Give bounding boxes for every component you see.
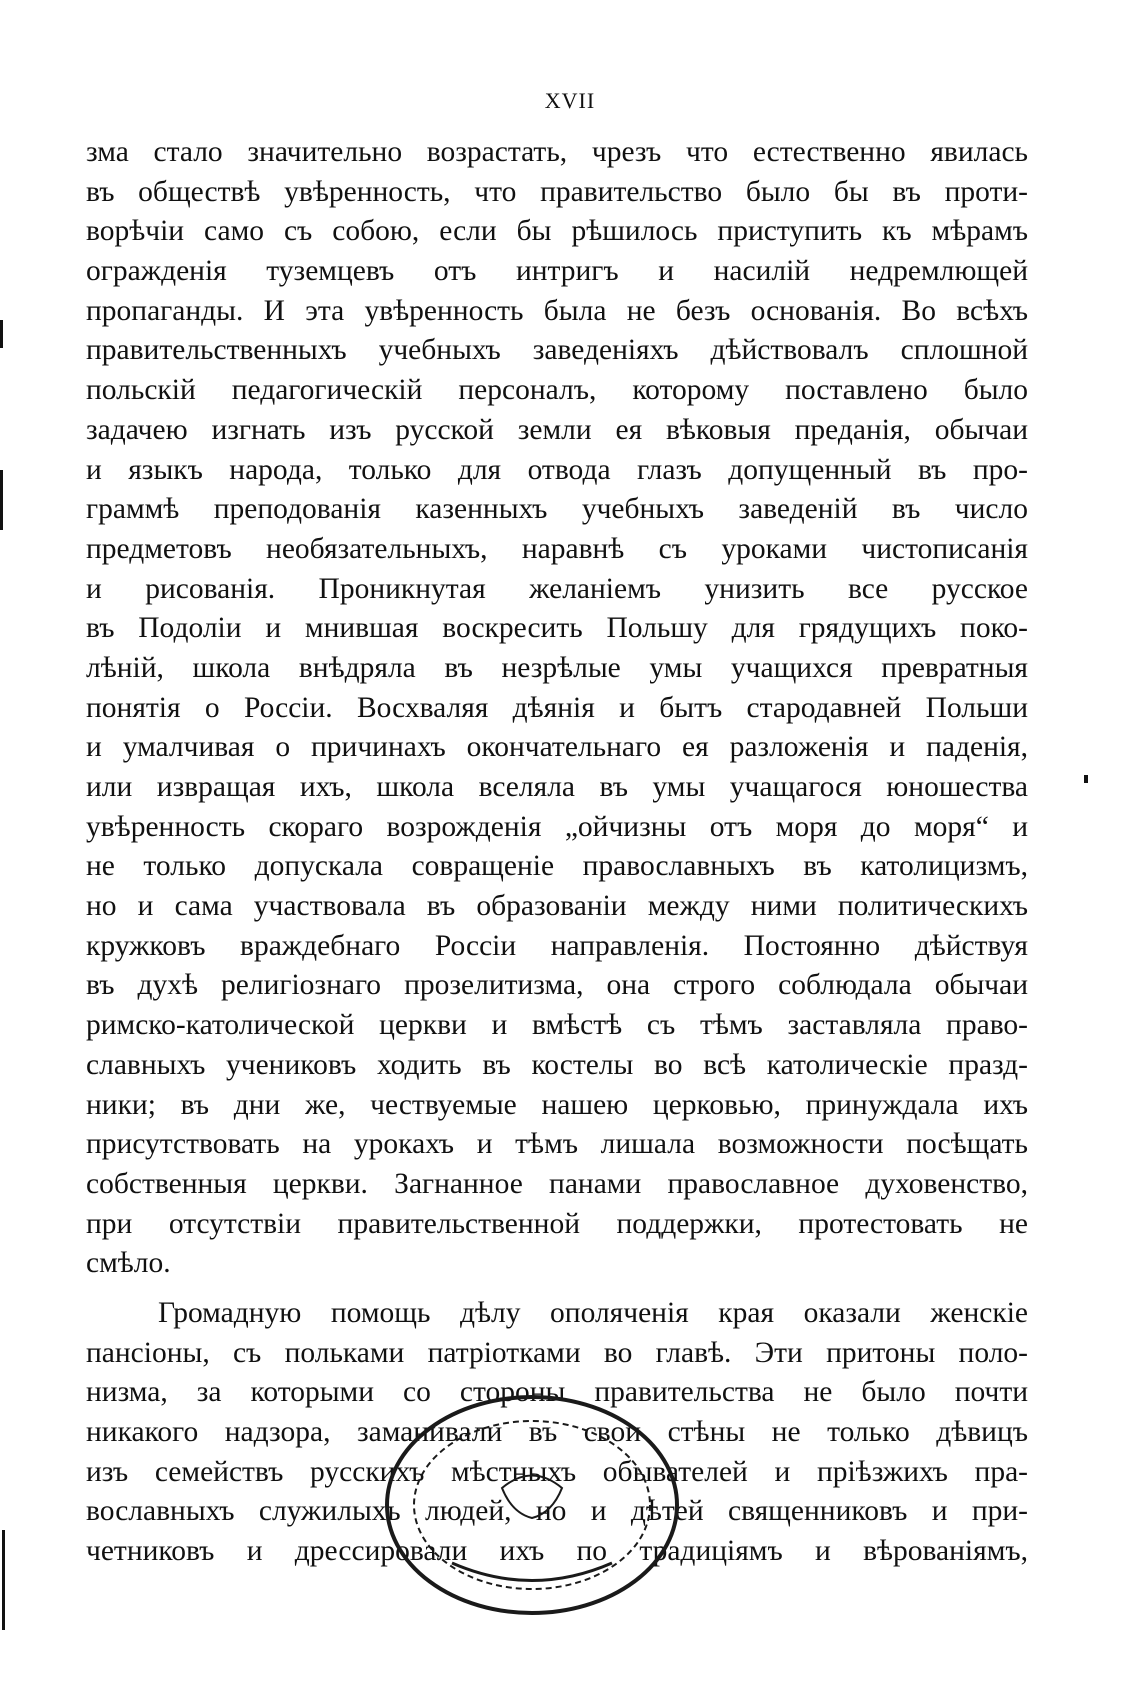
text-line: въ духѣ религіознаго прозелитизма, она строго соблюдала обычаи (86, 969, 1028, 1002)
paragraph-1 (86, 133, 1028, 1284)
text-line: при отсутствіи правительственной поддержки, протестовать не (86, 1207, 1028, 1240)
text-line: предметовъ необязательныхъ, наравнѣ съ уроками чистописанія (86, 532, 1028, 565)
text-body (86, 133, 1028, 1572)
text-line: пропаганды. И эта увѣренность была не безъ основанія. Во всѣхъ (86, 294, 1028, 327)
text-line: задачею изгнать изъ русской земли ея вѣковыя преданія, обычаи (86, 413, 1028, 446)
text-line: собственныя церкви. Загнанное панами православное духовенство, (86, 1167, 1028, 1200)
text-line: не только допускала совращеніе православныхъ въ католицизмъ, (86, 850, 1028, 883)
text-line: въ обществѣ увѣренность, что правительство было бы въ проти- (86, 175, 1028, 208)
text-line: правительственныхъ учебныхъ заведеніяхъ дѣйствовалъ сплошной (86, 334, 1028, 367)
text-line: вославныхъ служилыхъ людей, но и дѣтей священниковъ и при- (86, 1495, 1028, 1528)
text-line: и умалчивая о причинахъ окончательнаго ея разложенія и паденія, (86, 731, 1028, 764)
text-line: и рисованія. Проникнутая желаніемъ унизить все русское (86, 572, 1028, 605)
paragraph-gap (86, 1284, 1028, 1294)
text-line: зма стало значительно возрастать, чрезъ что естественно явилась (86, 136, 1028, 168)
text-line: въ Подоліи и мнившая воскресить Польшу для грядущихъ поко- (86, 612, 1028, 645)
text-line: изъ семействъ русскихъ мѣстныхъ обывателей и пріѣзжихъ пра- (86, 1455, 1028, 1488)
stamp-inner-ring (414, 1421, 650, 1589)
margin-mark-left-2 (0, 470, 3, 530)
text-line: ники; въ дни же, чествуемые нашею церковью, принуждала ихъ (86, 1088, 1028, 1121)
text-line: ворѣчіи само съ собою, если бы рѣшилось приступить къ мѣрамъ (86, 215, 1028, 248)
text-line: римско-католической церкви и вмѣстѣ съ тѣмъ заставляла право- (86, 1009, 1028, 1042)
margin-mark-right-dot (1084, 775, 1088, 783)
margin-mark-left-1 (0, 320, 3, 348)
text-line: четниковъ и дрессировали ихъ по традиціямъ и вѣрованіямъ, (86, 1535, 1028, 1568)
text-line: пансіоны, съ польками патріотками во главѣ. Эти притоны поло- (86, 1336, 1028, 1369)
text-line: кружковъ враждебнаго Россіи направленія. Постоянно дѣйствуя (86, 929, 1028, 962)
text-line: присутствовать на урокахъ и тѣмъ лишала возможности посѣщать (86, 1128, 1028, 1161)
margin-mark-left-3 (2, 1530, 5, 1630)
text-line: лѣній, школа внѣдряла въ незрѣлые умы учащихся превратныя (86, 651, 1028, 684)
text-line: смѣло. (86, 1247, 171, 1280)
text-line: и языкъ народа, только для отвода глазъ допущенный въ про- (86, 453, 1028, 486)
text-line: низма, за которыми со стороны правительства не было почти (86, 1376, 1028, 1409)
text-line: граммѣ преподованія казенныхъ учебныхъ заведеній въ число (86, 493, 1028, 526)
text-line: никакого надзора, заманивали въ свои стѣны не только дѣвицъ (86, 1416, 1028, 1448)
text-line: польскій педагогическій персоналъ, которому поставлено было (86, 374, 1028, 407)
text-line: или извращая ихъ, школа вселяла въ умы учащагося юношества (86, 771, 1028, 803)
library-stamp (382, 1393, 682, 1618)
stamp-crest (502, 1476, 562, 1519)
page-number: XVII (544, 88, 596, 113)
text-line: огражденія туземцевъ отъ интригъ и насилій недремлющей (86, 255, 1028, 288)
text-line: Громадную помощь дѣлу ополяченія края оказали женскіе (158, 1296, 1028, 1329)
text-line: славныхъ учениковъ ходить въ костелы во всѣ католическіе празд- (86, 1048, 1028, 1081)
text-line: понятія о Россіи. Восхваляя дѣянія и бытъ стародавней Польши (86, 691, 1028, 724)
text-line: но и сама участвовала въ образованіи между ними политическихъ (86, 890, 1028, 923)
text-line: увѣренность скораго возрожденія „ойчизны отъ моря до моря“ и (86, 810, 1028, 843)
